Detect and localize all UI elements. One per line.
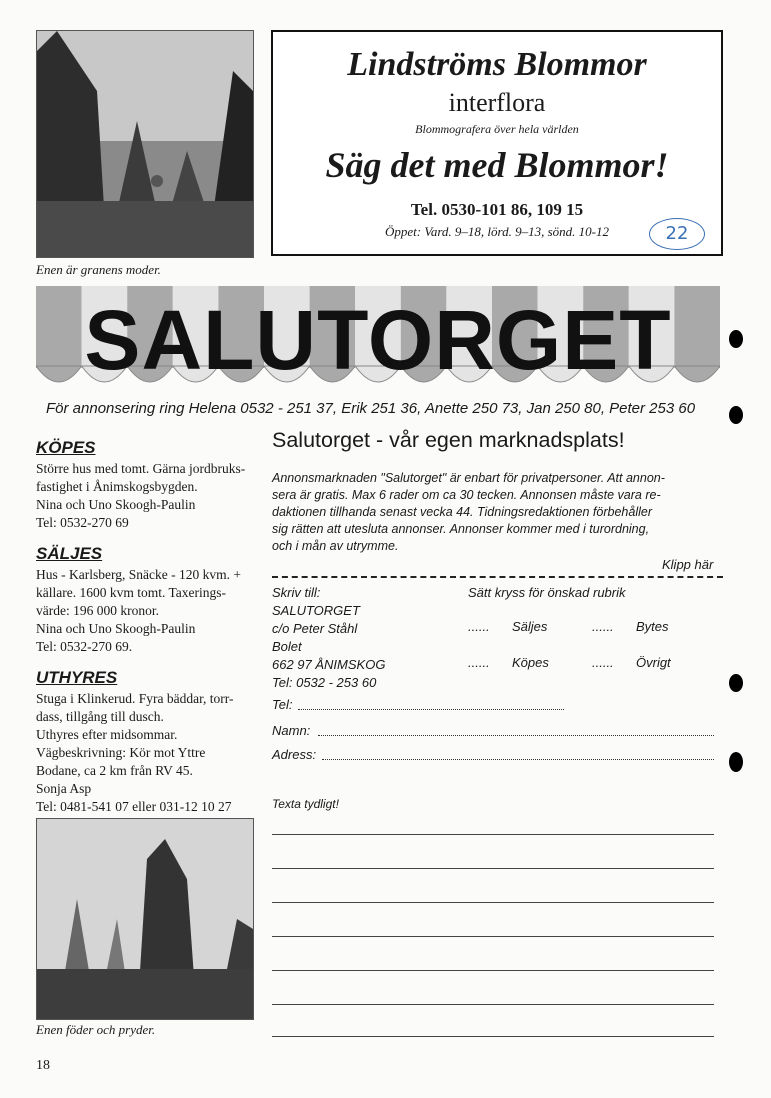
contact-line: För annonsering ring Helena 0532 - 251 37, Erik 251 36, Anette 250 73, Jan 250 80, Peter 253 60	[46, 400, 696, 417]
text-line: Nina och Uno Skoogh-Paulin	[36, 497, 196, 512]
classifieds-column	[36, 438, 258, 816]
intro-line: och i mån av utrymme.	[272, 539, 399, 553]
write-line[interactable]	[272, 936, 714, 937]
address-line: Bolet	[272, 639, 302, 654]
binder-hole	[729, 674, 743, 692]
ad-hours: Öppet: Vard. 9–18, lörd. 9–13, sönd. 10-12	[384, 224, 609, 239]
ad-phone: Tel. 0530-101 86, 109 15	[410, 200, 584, 219]
address-line: SALUTORGET	[272, 603, 360, 618]
ad-uthyres	[36, 690, 258, 816]
ad-kopes	[36, 460, 258, 532]
ad-slogan: Säg det med Blommor!	[325, 145, 669, 185]
address-line: c/o Peter Ståhl	[272, 621, 358, 636]
option-ovrigt-label: Övrigt	[636, 655, 671, 670]
section-heading: Salutorget - vår egen marknadsplats!	[272, 428, 625, 452]
text-line: källare. 1600 kvm tomt. Taxerings-	[36, 585, 227, 600]
ad-lindstroms-blommor	[271, 30, 723, 256]
ad-network: interflora	[448, 88, 546, 117]
cut-label: Klipp här	[662, 557, 714, 572]
field-phone-label: Tel:	[272, 697, 293, 712]
intro-line: daktionen tillhanda senast vecka 44. Tidningsredaktionen förbehåller	[272, 505, 652, 519]
option-bytes-label: Bytes	[636, 619, 669, 634]
field-address-label: Adress:	[272, 747, 317, 762]
photo-juniper-bottom	[36, 818, 254, 1020]
text-line: Stuga i Klinkerud. Fyra bäddar, torr-	[36, 691, 234, 706]
option-saljes-label: Säljes	[512, 619, 548, 634]
field-phone-line[interactable]	[298, 709, 564, 710]
option-ovrigt-box[interactable]: ......	[592, 655, 614, 670]
binder-hole	[729, 752, 743, 772]
option-kopes-box[interactable]: ......	[468, 655, 490, 670]
address-line: Tel: 0532 - 253 60	[272, 675, 377, 690]
text-line: Uthyres efter midsommar.	[36, 727, 178, 742]
text-line: fastighet i Ånimskogsbygden.	[36, 479, 198, 494]
choose-label: Sätt kryss för önskad rubrik	[468, 585, 626, 600]
option-kopes-label: Köpes	[512, 655, 549, 670]
text-line: Tel: 0481-541 07 eller 031-12 10 27	[36, 799, 232, 814]
photo-juniper-top	[36, 30, 254, 258]
text-line: Större hus med tomt. Gärna jordbruks-	[36, 461, 246, 476]
write-line[interactable]	[272, 1004, 714, 1005]
text-line: värde: 196 000 kronor.	[36, 603, 159, 618]
field-name-line[interactable]	[318, 735, 714, 736]
text-line: Tel: 0532-270 69	[36, 515, 129, 530]
write-line[interactable]	[272, 902, 714, 903]
text-line: Tel: 0532-270 69.	[36, 639, 133, 654]
banner-title: SALUTORGET	[84, 293, 672, 387]
text-line: Bodane, ca 2 km från RV 45.	[36, 763, 193, 778]
field-name-label: Namn:	[272, 723, 311, 738]
write-line[interactable]	[272, 970, 714, 971]
intro-text	[272, 470, 724, 555]
ad-brand: Lindströms Blommor	[347, 46, 647, 83]
binder-hole	[729, 406, 743, 424]
page-number: 18	[36, 1058, 50, 1073]
option-saljes-box[interactable]: ......	[468, 619, 490, 634]
address-block	[272, 584, 462, 692]
salutorget-banner	[36, 286, 720, 396]
text-line: dass, tillgång till dusch.	[36, 709, 164, 724]
text-line: Vägbeskrivning: Kör mot Yttre	[36, 745, 206, 760]
text-line: Nina och Uno Skoogh-Paulin	[36, 621, 196, 636]
intro-line: sig rätten att utesluta annonser. Annonser kommer med i turordning,	[272, 522, 650, 536]
heading-kopes: KÖPES	[36, 438, 96, 457]
binder-hole	[729, 330, 743, 348]
heading-saljes: SÄLJES	[36, 544, 103, 563]
heading-uthyres: UTHYRES	[36, 668, 118, 687]
option-bytes-box[interactable]: ......	[592, 619, 614, 634]
write-line[interactable]	[272, 868, 714, 869]
intro-line: sera är gratis. Max 6 rader om ca 30 tecken. Annonsen måste vara re-	[272, 488, 661, 502]
photo-caption-bottom: Enen föder och pryder.	[36, 1022, 156, 1037]
photo-caption-top: Enen är granens moder.	[36, 262, 161, 277]
ad-slogan-small: Blommografera över hela världen	[415, 122, 579, 136]
field-address-line[interactable]	[322, 759, 714, 760]
text-line: Sonja Asp	[36, 781, 92, 796]
text-label: Texta tydligt!	[272, 797, 339, 811]
cut-line[interactable]	[272, 576, 723, 578]
handwritten-number: 22	[649, 218, 705, 250]
write-line[interactable]	[272, 834, 714, 835]
address-line: Skriv till:	[272, 585, 321, 600]
intro-line: Annonsmarknaden "Salutorget" är enbart för privatpersoner. Att annon-	[272, 471, 665, 485]
write-line[interactable]	[272, 1036, 714, 1037]
text-line: Hus - Karlsberg, Snäcke - 120 kvm. +	[36, 567, 241, 582]
address-line: 662 97 ÅNIMSKOG	[272, 657, 386, 672]
ad-saljes	[36, 566, 258, 656]
